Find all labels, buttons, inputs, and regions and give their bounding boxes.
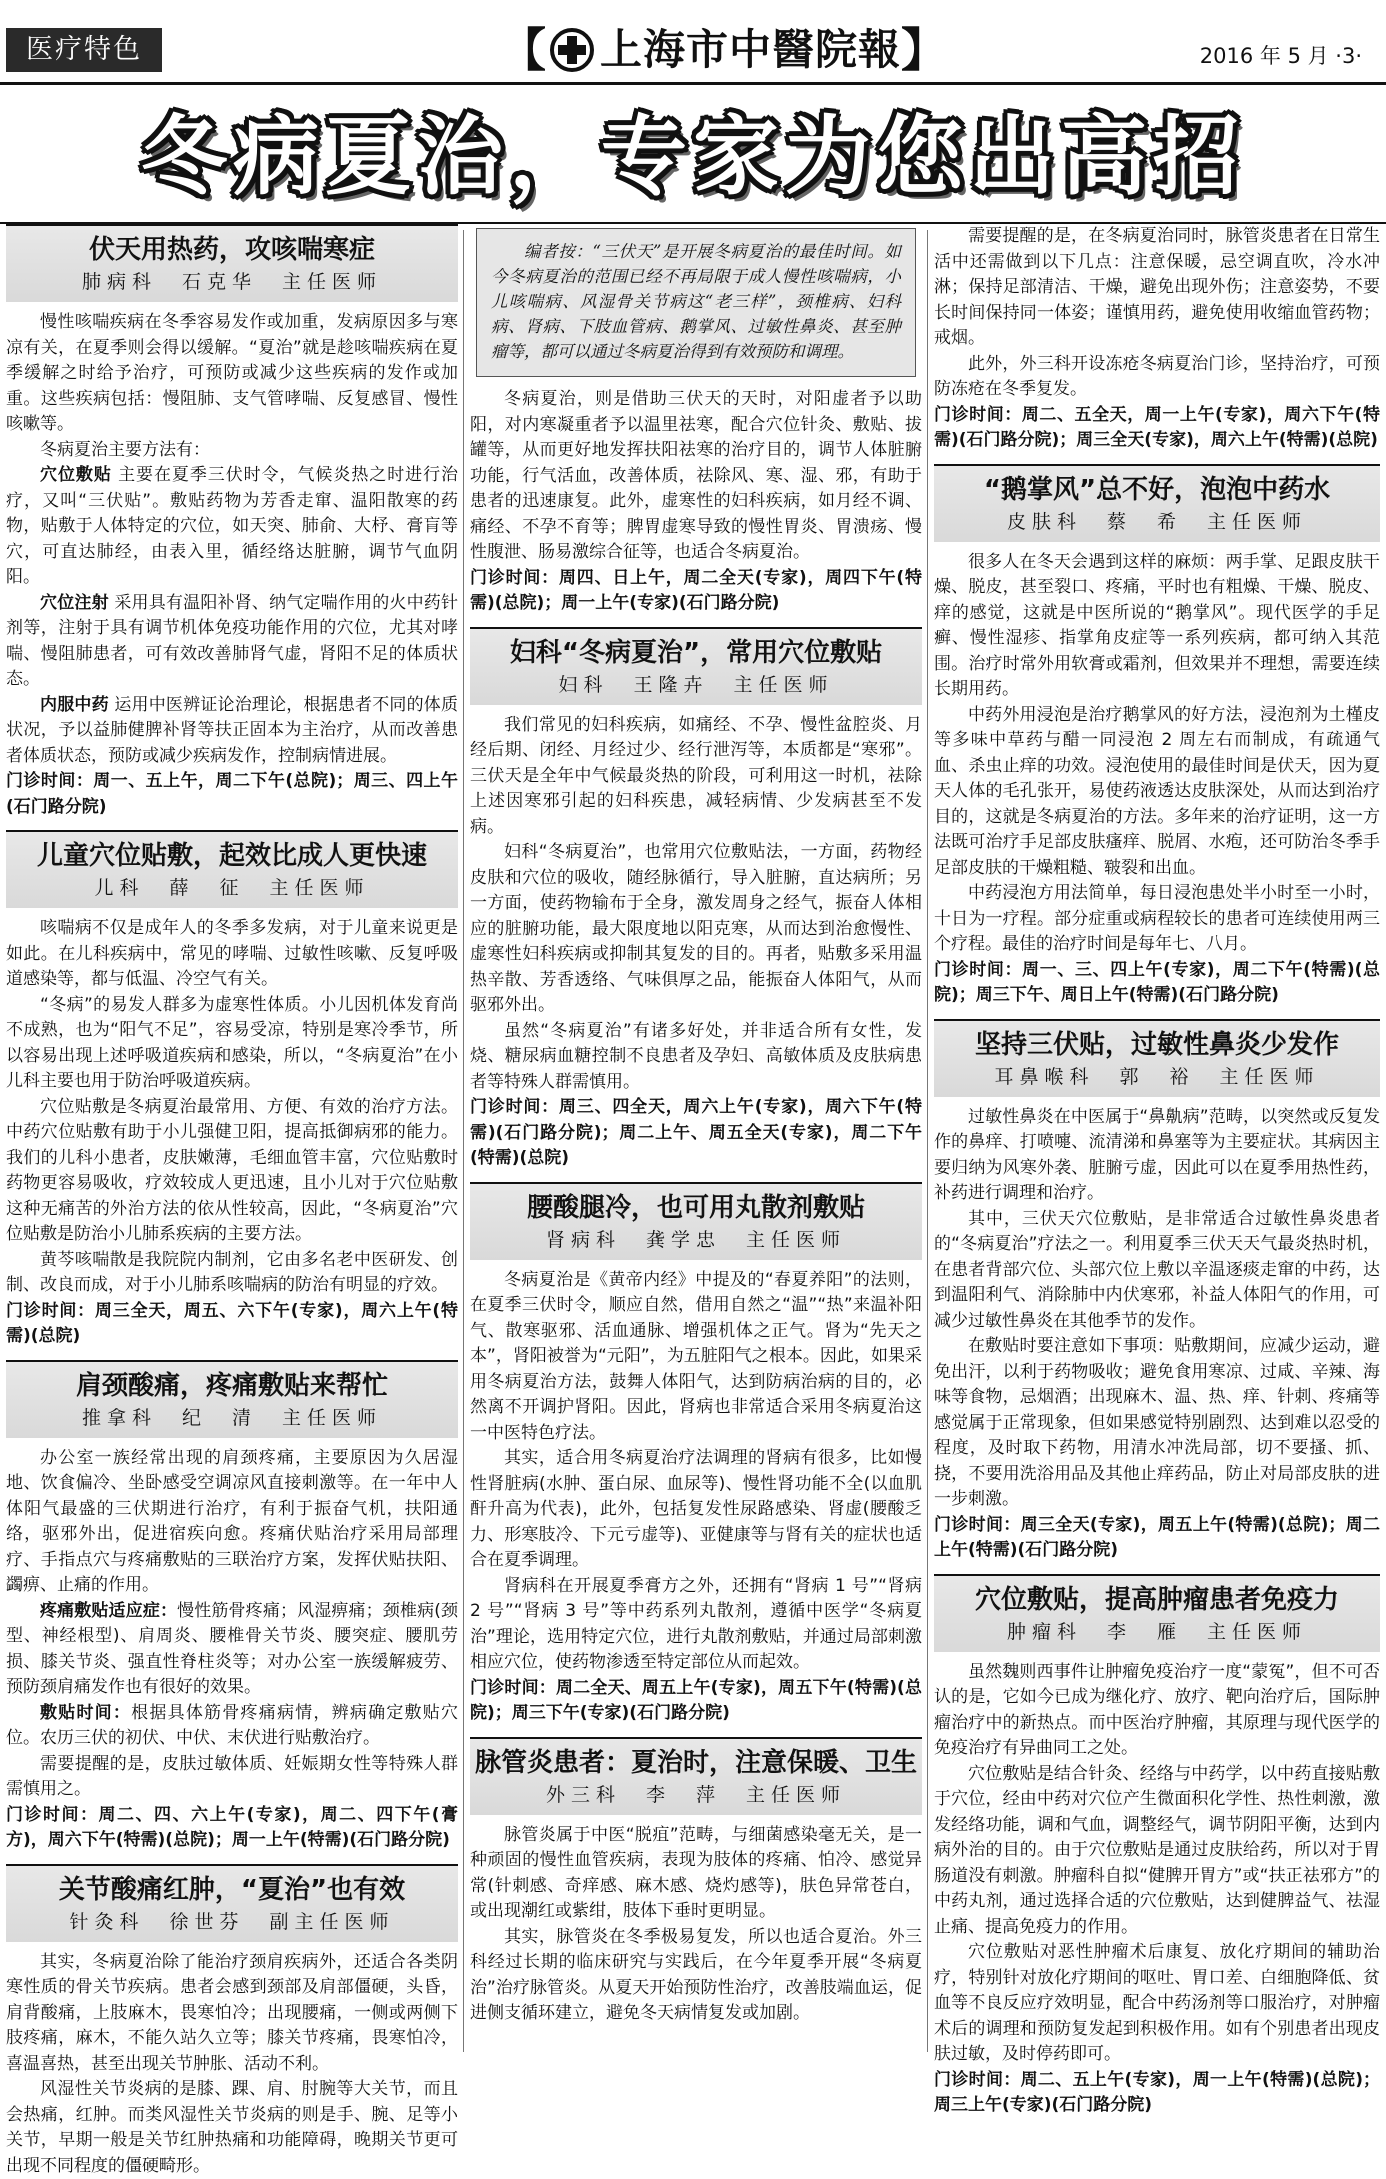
paragraph-lead: 穴位注射	[40, 593, 109, 613]
paragraph: 中药浸泡方用法简单，每日浸泡患处半小时至一小时，十日为一疗程。部分症重或病程较长的患者可连续使用两三个疗程。最佳的治疗时间是每年七、八月。	[934, 881, 1380, 958]
spacer	[470, 1727, 922, 1737]
column-3	[934, 224, 1380, 2052]
paragraph: 冬病夏治主要方法有：	[6, 438, 458, 464]
paragraph: 虽然“冬病夏治”有诸多好处，并非适合所有女性，发烧、糖尿病血糖控制不良患者及孕妇、高敏体质及皮肤病患者等特殊人群需慎用。	[470, 1019, 922, 1096]
paragraph: 此外，外三科开设冻疮冬病夏治门诊，坚持治疗，可预防冻疮在冬季复发。	[934, 352, 1380, 403]
paragraph: 其实，冬病夏治除了能治疗颈肩疾病外，还适合各类阴寒性质的骨关节疾病。患者会感到颈部及肩部僵硬，头昏，肩背酸痛，上肢麻木，畏寒怕冷；出现腰痛，一侧或两侧下肢疼痛，麻木，不能久站久立等；膝关节疼痛，畏寒怕冷，喜温喜热，甚至出现关节肿胀、活动不利。	[6, 1950, 458, 2078]
article-title: 关节酸痛红肿，“夏治”也有效	[6, 1872, 458, 1908]
article-continued	[934, 224, 1380, 454]
article-header	[6, 830, 458, 908]
article	[6, 1360, 458, 1854]
article	[470, 1182, 922, 1727]
article-title: 妇科“冬病夏治”，常用穴位敷贴	[470, 635, 922, 671]
clinic-hours: 门诊时间：周四、日上午，周二全天(专家)，周四下午(特需)(总院)；周一上午(专家)(石门路分院)	[470, 566, 922, 617]
article-author: 肿瘤科 李 雁 主任医师	[934, 1618, 1380, 1646]
masthead-bar	[0, 0, 1386, 80]
paragraph-lead: 内服中药	[40, 695, 109, 715]
spacer	[6, 1350, 458, 1360]
article-header	[470, 627, 922, 705]
article	[934, 464, 1380, 1009]
article-title: 坚持三伏贴，过敏性鼻炎少发作	[934, 1027, 1380, 1063]
paragraph: 我们常见的妇科疾病，如痛经、不孕、慢性盆腔炎、月经后期、闭经、月经过少、经行泄泻等，本质都是“寒邪”。三伏天是全年中气候最炎热的阶段，可利用这一时机，祛除上述因寒邪引起的妇科疾患，减轻病情、少发病甚至不发病。	[470, 713, 922, 841]
paragraph: 过敏性鼻炎在中医属于“鼻鼽病”范畴，以突然或反复发作的鼻痒、打喷嚏、流清涕和鼻塞等为主要症状。其病因主要归纳为风寒外袭、脏腑亏虚，因此可以在夏季用热性药，补药进行调理和治疗。	[934, 1105, 1380, 1207]
article	[6, 830, 458, 1350]
article-title: 腰酸腿冷，也可用丸散剂敷贴	[470, 1190, 922, 1226]
spacer	[6, 820, 458, 830]
clinic-hours: 门诊时间：周二、四、六上午(专家)，周二、四下午(膏方)，周六下午(特需)(总院)；周一上午(特需)(石门路分院)	[6, 1803, 458, 1854]
section-tag: 医疗特色	[6, 28, 162, 72]
article	[470, 627, 922, 1172]
paragraph: 办公室一族经常出现的肩颈疼痛，主要原因为久居湿地、饮食偏冷、坐卧感受空调凉风直接刺激等。在一年中人体阳气最盛的三伏期进行治疗，有利于振奋气机，扶阳通络，驱邪外出，促进宿疾向愈。疼痛伏贴治疗采用局部理疗、手指点穴与疼痛敷贴的三联治疗方案，发挥伏贴扶阳、蠲痹、止痛的作用。	[6, 1446, 458, 1599]
article-header	[6, 1864, 458, 1942]
article-title: 肩颈酸痛，疼痛敷贴来帮忙	[6, 1368, 458, 1404]
clinic-hours: 门诊时间：周二、五全天，周一上午(专家)，周六下午(特需)(石门路分院)；周三全天(专家)，周六上午(特需)(总院)	[934, 403, 1380, 454]
paragraph: 穴位敷贴是结合针灸、经络与中药学，以中药直接贴敷于穴位，经由中药对穴位产生微面积化学性、热性刺激，激发经络功能，调和气血，调整经气，调节阴阳平衡，达到内病外治的目的。由于穴位敷贴是通过皮肤给药，所以对于胃肠道没有刺激。肿瘤科自拟“健脾开胃方”或“扶正祛邪方”的中药丸剂，通过选择合适的穴位敷贴，达到健脾益气、祛湿止痛、提高免疫力的作用。	[934, 1762, 1380, 1941]
clinic-hours: 门诊时间：周三全天，周五、六下午(专家)，周六上午(特需)(总院)	[6, 1299, 458, 1350]
article	[470, 1737, 922, 2027]
column-1	[6, 224, 458, 2052]
article-title: 穴位敷贴，提高肿瘤患者免疫力	[934, 1582, 1380, 1618]
issue-date: 2016 年 5 月 ·3·	[1200, 42, 1362, 70]
paragraph: 其实，适合用冬病夏治疗法调理的肾病有很多，比如慢性肾脏病(水肿、蛋白尿、血尿等)、慢性肾功能不全(以血肌酐升高为代表)，此外，包括复发性尿路感染、肾虚(腰酸乏力、形寒肢冷、下元亏虚等)、亚健康等与肾有关的症状也适合在夏季调理。	[470, 1446, 922, 1574]
paragraph: 黄芩咳喘散是我院院内制剂，它由多名老中医研发、创制、改良而成，对于小儿肺系咳喘病的防治有明显的疗效。	[6, 1248, 458, 1299]
paper-masthead	[500, 22, 947, 78]
article-author: 妇科 王隆卉 主任医师	[470, 671, 922, 699]
paragraph-text: 主要在夏季三伏时令，气候炎热之时进行治疗，又叫“三伏贴”。敷贴药物为芳香走窜、温阳散寒的药物，贴敷于人体特定的穴位，如天突、肺俞、大杼、膏肓等穴，可直达肺经，由表入里，循经络达脏腑，调节气血阴阳。	[6, 465, 458, 587]
paragraph: 慢性咳喘疾病在冬季容易发作或加重，发病原因多与寒凉有关，在夏季则会得以缓解。“夏治”就是趁咳喘疾病在夏季缓解之时给予治疗，可预防或减少这些疾病的发作或加重。这些疾病包括：慢阻肺、支气管哮喘、反复感冒、慢性咳嗽等。	[6, 310, 458, 438]
paragraph: 冬病夏治是《黄帝内经》中提及的“春夏养阳”的法则，在夏季三伏时令，顺应自然，借用自然之“温”“热”来温补阳气、散寒驱邪、活血通脉、增强机体之正气。肾为“先天之本”，肾阳被誉为“元阳”，为五脏阳气之根本。因此，如果采用冬病夏治方法，鼓舞人体阳气，达到防病治病的目的，必然离不开调护肾阳。因此，肾病也非常适合采用冬病夏治这一中医特色疗法。	[470, 1268, 922, 1447]
article-header	[6, 1360, 458, 1438]
paragraph	[6, 591, 458, 693]
paragraph: 风湿性关节炎病的是膝、踝、肩、肘腕等大关节，而且会热痛，红肿。而类风湿性关节炎病的则是手、腕、足等小关节，早期一般是关节红肿热痛和功能障碍，晚期关节更可出现不同程度的僵硬畸形。	[6, 2077, 458, 2179]
paragraph: 很多人在冬天会遇到这样的麻烦：两手掌、足跟皮肤干燥、脱皮，甚至裂口、疼痛，平时也有粗燥、干燥、脱皮、痒的感觉，这就是中医所说的“鹅掌风”。现代医学的手足癣、慢性湿疹、指掌角皮症等一系列疾病，都可纳入其范围。治疗时常外用软膏或霜剂，但效果并不理想，需要连续长期用药。	[934, 550, 1380, 703]
article-header	[934, 464, 1380, 542]
paragraph: 肾病科在开展夏季膏方之外，还拥有“肾病 1 号”“肾病 2 号”“肾病 3 号”等中药系列丸散剂，遵循中医学“冬病夏治”理论，选用特定穴位，进行丸散剂敷贴，并通过局部刺激相应穴位，使药物渗透至特定部位从而起效。	[470, 1574, 922, 1676]
spacer	[934, 454, 1380, 464]
paragraph: 在敷贴时要注意如下事项：贴敷期间，应减少运动，避免出汗，以利于药物吸收；避免食用寒凉、过咸、辛辣、海味等食物，忌烟酒；出现麻木、温、热、痒、针刺、疼痛等感觉属于正常现象，但如果感觉特别剧烈、达到难以忍受的程度，及时取下药物，用清水冲洗局部，切不要搔、抓、挠，不要用洗浴用品及其他止痒药品，防止对局部皮肤的进一步刺激。	[934, 1334, 1380, 1513]
paragraph: 咳喘病不仅是成年人的冬季多发病，对于儿童来说更是如此。在儿科疾病中，常见的哮喘、过敏性咳嗽、反复呼吸道感染等，都与低温、冷空气有关。	[6, 916, 458, 993]
bracket-left: 【	[500, 22, 546, 78]
article	[6, 224, 458, 820]
hospital-cross-icon	[550, 28, 594, 72]
clinic-hours: 门诊时间：周二、五上午(专家)，周一上午(特需)(总院)；周三上午(专家)(石门路分院)	[934, 2068, 1380, 2119]
spacer	[470, 617, 922, 627]
column-divider	[463, 230, 464, 2052]
paragraph: 其中，三伏天穴位敷贴，是非常适合过敏性鼻炎患者的“冬病夏治”疗法之一。利用夏季三伏天天气最炎热时机，在患者背部穴位、头部穴位上敷以辛温逐痰走窜的中药，达到温阳利气、消除肺中内伏寒邪，补益人体阳气的作用，可减少过敏性鼻炎在其他季节的发作。	[934, 1207, 1380, 1335]
paragraph	[6, 693, 458, 770]
paragraph	[6, 1599, 458, 1701]
article	[934, 1019, 1380, 1564]
clinic-hours: 门诊时间：周一、三、四上午(专家)，周二下午(特需)(总院)；周三下午、周日上午(特需)(石门路分院)	[934, 958, 1380, 1009]
article-author: 针灸科 徐世芬 副主任医师	[6, 1908, 458, 1936]
paragraph: 穴位贴敷是冬病夏治最常用、方便、有效的治疗方法。中药穴位贴敷有助于小儿强健卫阳，提高抵御病邪的能力。我们的儿科小患者，皮肤嫩薄，毛细血管丰富，穴位贴敷时药物更容易吸收，疗效较成人更迅速，且小儿对于穴位贴敷这种无痛苦的外治方法的依从性较高，因此，“冬病夏治”穴位贴敷是防治小儿肺系疾病的主要方法。	[6, 1095, 458, 1248]
article-author: 肾病科 龚学忠 主任医师	[470, 1226, 922, 1254]
clinic-hours: 门诊时间：周三全天(专家)，周五上午(特需)(总院)；周二上午(特需)(石门路分院)	[934, 1513, 1380, 1564]
paragraph: 穴位敷贴对恶性肿瘤术后康复、放化疗期间的辅助治疗，特别针对放化疗期间的呕吐、胃口差、白细胞降低、贫血等不良反应疗效明显，配合中药汤剂等口服治疗，对肿瘤术后的调理和预防复发起到积极作用。如有个别患者出现皮肤过敏，及时停药即可。	[934, 1940, 1380, 2068]
article-title: 伏天用热药，攻咳喘寒症	[6, 232, 458, 268]
column-2	[470, 224, 922, 2052]
paragraph: 脉管炎属于中医“脱疽”范畴，与细菌感染毫无关，是一种顽固的慢性血管疾病，表现为肢体的疼痛、怕冷、感觉异常(针刺感、奇痒感、麻木感、烧灼感等)，肤色异常苍白，或出现潮红或紫绀，肢体下垂时更明显。	[470, 1823, 922, 1925]
paragraph: 中药外用浸泡是治疗鹅掌风的好方法，浸泡剂为土槿皮等多味中草药与醋一同浸泡 2 周左右而制成，有疏通气血、杀虫止痒的功效。浸泡使用的最佳时间是伏天，因为夏天人体的毛孔张开，易使药液透达皮肤深处，从而达到治疗目的，这就是冬病夏治的方法。多年来的治疗证明，这一方法既可治疗手足部皮肤瘙痒、脱屑、水疱，还可防治冬季手足部皮肤的干燥粗糙、皲裂和出血。	[934, 703, 1380, 882]
spacer	[934, 1009, 1380, 1019]
page-headline: 冬病夏治，专家为您出高招	[0, 98, 1386, 216]
paragraph	[6, 1701, 458, 1752]
article-title: “鹅掌风”总不好，泡泡中药水	[934, 472, 1380, 508]
clinic-hours: 门诊时间：周二全天、周五上午(专家)，周五下午(特需)(总院)；周三下午(专家)(石门路分院)	[470, 1676, 922, 1727]
article-title: 脉管炎患者：夏治时，注意保暖、卫生	[470, 1745, 922, 1781]
article-author: 儿科 薛 征 主任医师	[6, 874, 458, 902]
paper-name: 上海市中醫院報	[600, 22, 901, 78]
column-divider	[927, 230, 928, 2052]
paragraph: “冬病”的易发人群多为虚寒性体质。小儿因机体发育尚不成熟，也为“阳气不足”，容易受凉，特别是寒冷季节，所以容易出现上述呼吸道疾病和感染，所以，“冬病夏治”在小儿科主要也用于防治呼吸道疾病。	[6, 993, 458, 1095]
article-title: 儿童穴位贴敷，起效比成人更快速	[6, 838, 458, 874]
clinic-hours: 门诊时间：周一、五上午，周二下午(总院)；周三、四上午(石门路分院)	[6, 769, 458, 820]
article-author: 耳鼻喉科 郭 裕 主任医师	[934, 1063, 1380, 1091]
paragraph: 其实，脉管炎在冬季极易复发，所以也适合夏治。外三科经过长期的临床研究与实践后，在今年夏季开展“冬病夏治”治疗脉管炎。从夏天开始预防性治疗，改善肢端血运，促进侧支循环建立，避免冬天病情复发或加剧。	[470, 1925, 922, 2027]
paragraph: 虽然魏则西事件让肿瘤免疫治疗一度“蒙冤”，但不可否认的是，它如今已成为继化疗、放疗、靶向治疗后，国际肿瘤治疗中的新热点。而中医治疗肿瘤，其原理与现代医学的免疫治疗有异曲同工之处。	[934, 1660, 1380, 1762]
article	[6, 1864, 458, 2179]
article-header	[470, 1182, 922, 1260]
article-author: 皮肤科 蔡 希 主任医师	[934, 508, 1380, 536]
paragraph-text: 运用中医辨证论治理论，根据患者不同的体质状况，予以益肺健脾补肾等扶正固本为主治疗，从而改善患者体质状态，预防或减少疾病发作，控制病情进展。	[6, 695, 458, 766]
clinic-hours: 门诊时间：周三、四全天，周六上午(专家)，周六下午(特需)(石门路分院)；周二上午、周五全天(专家)，周二下午(特需)(总院)	[470, 1095, 922, 1172]
spacer	[934, 1564, 1380, 1574]
article-header	[6, 224, 458, 302]
paragraph-text: 采用具有温阳补肾、纳气定喘作用的火中药针剂等，注射于具有调节机体免疫功能作用的穴位，尤其对哮喘、慢阻肺患者，可有效改善肺肾气虚，肾阳不足的体质状态。	[6, 593, 458, 690]
paragraph: 需要提醒的是，皮肤过敏体质、妊娠期女性等特殊人群需慎用之。	[6, 1752, 458, 1803]
bracket-right: 】	[901, 22, 947, 78]
article-header	[934, 1019, 1380, 1097]
paragraph	[6, 463, 458, 591]
paragraph: 妇科“冬病夏治”，也常用穴位敷贴法，一方面，药物经皮肤和穴位的吸收，随经脉循行，导入脏腑，直达病所；另一方面，使药物输布于全身，激发周身之经气，振奋人体相应的脏腑功能，最大限度地以阳克寒，从而达到治愈慢性、虚寒性妇科疾病或抑制其复发的目的。再者，贴敷多采用温热辛散、芳香透络、气味俱厚之品，能振奋人体阳气，从而驱邪外出。	[470, 840, 922, 1019]
paragraph: 需要提醒的是，在冬病夏治同时，脉管炎患者在日常生活中还需做到以下几点：注意保暖，忌空调直吹，冷水冲淋；保持足部清洁、干燥，避免出现外伤；注意姿势，不要长时间保持同一体姿；谨慎用药，避免使用收缩血管药物；戒烟。	[934, 224, 1380, 352]
paragraph-lead: 穴位敷贴	[40, 465, 112, 485]
article-header	[470, 1737, 922, 1815]
paragraph-text: 根据具体筋骨疼痛病情，辨病确定敷贴穴位。农历三伏的初伏、中伏、末伏进行贴敷治疗。	[6, 1703, 458, 1749]
paragraph-lead: 疼痛敷贴适应症：	[40, 1601, 177, 1621]
article-continued	[470, 387, 922, 617]
spacer	[470, 1172, 922, 1182]
article-author: 推拿科 纪 清 主任医师	[6, 1404, 458, 1432]
article-header	[934, 1574, 1380, 1652]
article	[934, 1574, 1380, 2119]
masthead-rule	[0, 82, 1386, 85]
editor-note: 编者按：“三伏天”是开展冬病夏治的最佳时间。如今冬病夏治的范围已经不再局限于成人慢性咳喘病，小儿咳喘病、风湿骨关节病这“老三样”，颈椎病、妇科病、肾病、下肢血管病、鹅掌风、过敏性鼻炎、甚至肿瘤等，都可以通过冬病夏治得到有效预防和调理。	[476, 228, 916, 377]
article-author: 肺病科 石克华 主任医师	[6, 268, 458, 296]
paragraph: 冬病夏治，则是借助三伏天的天时，对阳虚者予以助阳，对内寒凝重者予以温里祛寒，配合穴位针灸、敷贴、拔罐等，从而更好地发挥扶阳祛寒的治疗目的，调节人体脏腑功能，行气活血，改善体质，祛除风、寒、湿、邪，有助于患者的迅速康复。此外，虚寒性的妇科疾病，如月经不调、痛经、不孕不育等；脾胃虚寒导致的慢性胃炎、胃溃疡、慢性腹泄、肠易激综合征等，也适合冬病夏治。	[470, 387, 922, 566]
article-author: 外三科 李 萍 主任医师	[470, 1781, 922, 1809]
spacer	[6, 1854, 458, 1864]
paragraph-text: 慢性筋骨疼痛；风湿痹痛；颈椎病(颈型、神经根型)、肩周炎、腰椎骨关节炎、腰突症、腰肌劳损、膝关节炎、强直性脊柱炎等；对办公室一族缓解疲劳、预防颈肩痛发作也有很好的效果。	[6, 1601, 458, 1698]
paragraph-lead: 敷贴时间：	[40, 1703, 131, 1723]
